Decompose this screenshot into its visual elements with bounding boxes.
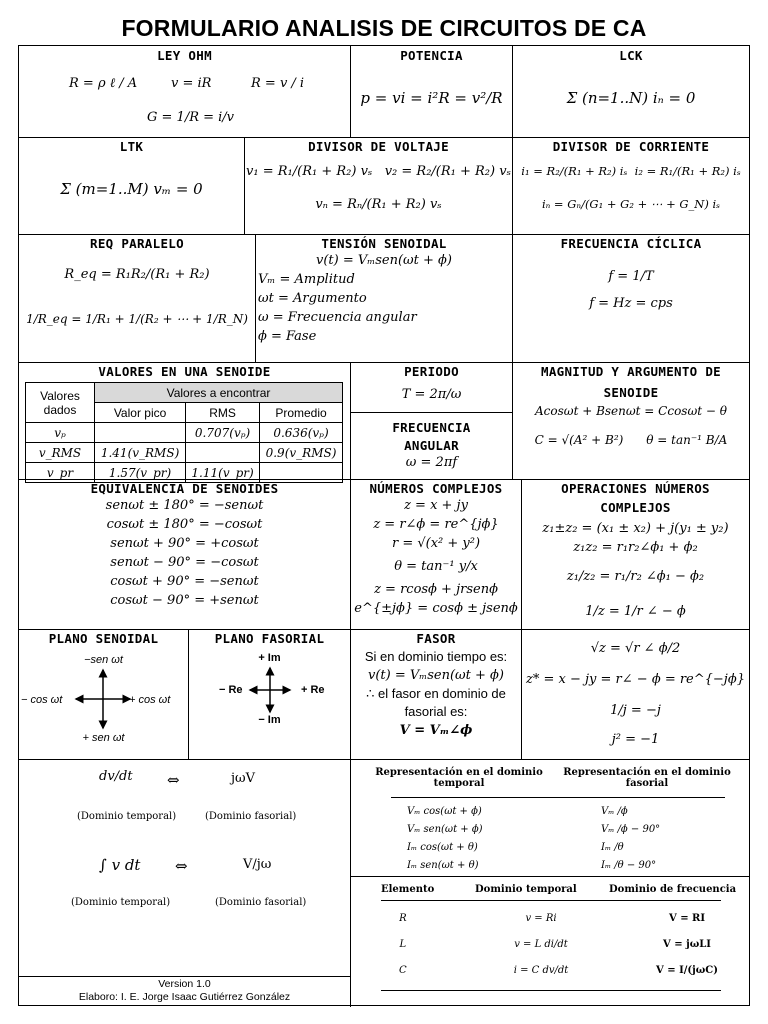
numeros-complejos-heading: NÚMEROS COMPLEJOS: [369, 481, 503, 496]
table-cell: i = C dv/dt: [513, 965, 569, 976]
operaciones-line: z₁±z₂ = (x₁ ± x₂) + j(y₁ ± y₂): [542, 521, 729, 536]
tension-senoidal-formula-4: ω = Frecuencia angular: [258, 310, 417, 325]
ltk-section: [19, 139, 244, 234]
tension-senoidal-formula-2: Vₘ = Amplitud: [258, 272, 355, 287]
lck-section: [513, 48, 749, 137]
lck-formula: Σ (n=1..N) iₙ = 0: [566, 89, 696, 107]
operaciones-line: j² = −1: [611, 732, 660, 747]
complejos-line: z = rcosϕ + jrsenϕ: [374, 582, 498, 597]
periodo-section: [351, 364, 512, 412]
complejos-line: z = x + jy: [404, 498, 468, 513]
plano-senoidal-heading: PLANO SENOIDAL: [48, 631, 159, 646]
formula-sheet: [18, 45, 750, 1006]
frecuencia-ciclica-heading: FRECUENCIA CÍCLICA: [560, 236, 702, 251]
complejos-line: z = r∠ϕ = re^{jϕ}: [373, 517, 499, 532]
ley-ohm-formula-3: R = v / i: [251, 76, 305, 91]
tension-senoidal-formula-5: ϕ = Fase: [258, 329, 317, 344]
elementos-divider-top: [381, 900, 721, 901]
divisor-corriente-section: [513, 139, 749, 234]
representacion-header-fasorial: Representación en el dominio fasorial: [563, 767, 731, 789]
table-cell: [260, 463, 343, 483]
operaciones-line: z₁z₂ = r₁r₂∠ϕ₁ + ϕ₂: [573, 540, 698, 555]
divisor-voltaje-formula-2: v₂ = R₂/(R₁ + R₂) vₛ: [384, 164, 511, 179]
table-cell: Vₘ cos(ωt + ϕ): [407, 806, 482, 817]
req-paralelo-formula-2: 1/R_eq = 1/R₁ + 1/(R₂ + ⋯ + 1/R_N): [26, 312, 248, 326]
operaciones-heading-2: COMPLEJOS: [600, 500, 671, 515]
divisor-corriente-formula-2: i₂ = R₁/(R₁ + R₂) iₛ: [634, 164, 741, 178]
frecuencia-ciclica-formula-2: f = Hz = cps: [589, 296, 673, 311]
valores-senoide-section: [19, 364, 350, 479]
derivada-fasorial: jωV: [231, 771, 256, 786]
divisor-voltaje-formula-1: v₁ = R₁/(R₁ + R₂) vₛ: [246, 164, 373, 179]
table-cell: v_RMS: [26, 443, 95, 463]
frecuencia-angular-section: [351, 420, 512, 478]
frecuencia-ciclica-formula-1: f = 1/T: [608, 269, 654, 284]
divisor-corriente-formula-1: i₁ = R₂/(R₁ + R₂) iₛ: [521, 164, 628, 178]
elementos-section: [351, 878, 749, 1006]
frecuencia-angular-heading-2: ANGULAR: [404, 438, 459, 453]
complejos-line: e^{±jϕ} = cosϕ ± jsenϕ: [354, 601, 518, 616]
table-cell: 0.9(v_RMS): [260, 443, 343, 463]
ley-ohm-formula-1: R = ρ ℓ / A: [69, 76, 138, 91]
representacion-divider: [391, 797, 725, 798]
col-valores-encontrar: Valores a encontrar: [95, 383, 343, 403]
table-cell: 0.636(vₚ): [260, 423, 343, 443]
table-cell: Iₘ /θ: [601, 842, 624, 853]
plano-senoidal-section: [19, 631, 188, 759]
table-cell: R: [399, 913, 407, 924]
operaciones-line: 1/j = −j: [610, 703, 661, 718]
frecuencia-angular-heading-1: FRECUENCIA: [392, 420, 471, 435]
footer: [19, 978, 350, 1006]
equivalencia-line: cosωt ± 180° = −cosωt: [106, 517, 263, 532]
table-cell: Iₘ cos(ωt + θ): [407, 842, 478, 853]
integral-temporal: ∫ v dt: [99, 856, 141, 874]
ltk-heading: LTK: [119, 139, 144, 154]
table-cell: vₚ: [26, 423, 95, 443]
elementos-divider-bottom: [381, 990, 721, 991]
integral-fasorial: V/jω: [243, 857, 272, 872]
plano-senoidal-left-label: − cos ωt: [21, 694, 63, 706]
plano-fasorial-left-label: − Re: [219, 684, 243, 696]
table-cell: 1.41(v_RMS): [95, 443, 186, 463]
table-cell: v = L di/dt: [514, 939, 568, 950]
ltk-formula: Σ (m=1..M) vₘ = 0: [60, 180, 203, 198]
table-cell: Iₘ sen(ωt + θ): [407, 860, 479, 871]
fasor-formula-1: v(t) = Vₘsen(ωt + ϕ): [368, 668, 504, 683]
derivada-caption-fasorial: (Dominio fasorial): [205, 811, 297, 822]
plano-senoidal-right-label: + cos ωt: [129, 694, 171, 706]
derivada-integral-section: [19, 761, 350, 976]
equivalencia-line: cosωt + 90° = −senωt: [110, 574, 259, 589]
table-cell: 0.707(vₚ): [186, 423, 260, 443]
plano-fasorial-section: [189, 631, 350, 759]
valores-senoide-table: [25, 382, 343, 483]
operaciones-heading-1: OPERACIONES NÚMEROS: [561, 481, 710, 496]
representacion-header-temporal: Representación en el dominio temporal: [375, 767, 543, 789]
plano-fasorial-heading: PLANO FASORIAL: [214, 631, 325, 646]
table-cell: Vₘ sen(ωt + ϕ): [407, 824, 483, 835]
equivalence-arrow-icon: ⇔: [167, 771, 180, 789]
fasor-text-2: ∴ el fasor en dominio de: [366, 686, 506, 701]
fasor-text-3: fasorial es:: [404, 704, 468, 719]
operaciones-complejos-section: [522, 481, 749, 759]
req-paralelo-heading: REQ PARALELO: [90, 236, 184, 251]
complejos-line: θ = tan⁻¹ y/x: [394, 559, 478, 574]
table-cell: Vₘ /ϕ − 90°: [601, 824, 661, 835]
periodo-formula: T = 2π/ω: [401, 387, 462, 402]
magnitud-argumento-heading-2: SENOIDE: [603, 385, 659, 400]
table-cell: [95, 423, 186, 443]
fasor-text-1: Si en dominio tiempo es:: [364, 649, 508, 664]
col-promedio: Promedio: [260, 403, 343, 423]
table-cell: Iₘ /θ − 90°: [601, 860, 657, 871]
col-valor-pico: Valor pico: [95, 403, 186, 423]
operaciones-line: √z = √r ∠ ϕ/2: [590, 641, 681, 656]
divisor-voltaje-formula-3: vₙ = Rₙ/(R₁ + R₂) vₛ: [315, 197, 442, 212]
plano-fasorial-bottom-label: − Im: [258, 714, 281, 726]
magnitud-argumento-formula-2: C = √(A² + B²): [534, 433, 624, 447]
table-cell: [186, 443, 260, 463]
equivalencia-line: senωt − 90° = −cosωt: [110, 555, 259, 570]
plano-senoidal-top-label: −sen ωt: [84, 654, 123, 666]
fasor-section: [351, 631, 521, 759]
lck-heading: LCK: [619, 48, 643, 63]
table-cell: V = I/(jωC): [656, 965, 718, 976]
magnitud-argumento-section: [513, 364, 749, 479]
equivalencia-heading: EQUIVALENCIA DE SENOIDES: [90, 481, 279, 496]
elementos-col-elemento: [399, 906, 407, 984]
tension-senoidal-formula-1: v(t) = Vₘsen(ωt + ϕ): [316, 253, 452, 268]
divisor-corriente-heading: DIVISOR DE CORRIENTE: [552, 139, 710, 154]
periodo-heading: PERIODO: [404, 364, 459, 379]
table-cell: 1.11(v_pr): [186, 463, 260, 483]
derivada-temporal: dv/dt: [99, 769, 133, 784]
page-title: FORMULARIO ANALISIS DE CIRCUITOS DE CA: [121, 15, 647, 41]
frecuencia-angular-formula: ω = 2πf: [405, 455, 458, 470]
numeros-complejos-section: [351, 481, 521, 629]
valores-senoide-heading: VALORES EN UNA SENOIDE: [98, 364, 271, 379]
elementos-header-elemento: Elemento: [381, 884, 435, 895]
equivalencia-section: [19, 481, 350, 629]
equivalencia-line: senωt + 90° = +cosωt: [110, 536, 259, 551]
integral-caption-fasorial: (Dominio fasorial): [215, 897, 307, 908]
elementos-col-temporal: [491, 906, 591, 984]
complejos-line: r = √(x² + y²): [391, 536, 481, 551]
integral-caption-temporal: (Dominio temporal): [71, 897, 171, 908]
operaciones-line: z₁/z₂ = r₁/r₂ ∠ϕ₁ − ϕ₂: [566, 569, 705, 584]
table-cell: L: [399, 939, 407, 950]
fasor-heading: FASOR: [416, 631, 456, 646]
ley-ohm-formula-4: G = 1/R = i/v: [147, 110, 235, 125]
plano-fasorial-top-label: + Im: [258, 652, 281, 664]
elementos-col-frecuencia: [637, 906, 737, 984]
author-text: Elaboro: I. E. Jorge Isaac Gutiérrez González: [78, 991, 291, 1003]
tension-senoidal-heading: TENSIÓN SENOIDAL: [321, 236, 447, 251]
req-paralelo-formula-1: R_eq = R₁R₂/(R₁ + R₂): [64, 267, 210, 282]
ley-ohm-heading: LEY OHM: [157, 48, 212, 63]
ley-ohm-section: [19, 48, 350, 137]
representacion-section: [351, 761, 749, 876]
divisor-corriente-formula-3: iₙ = Gₙ/(G₁ + G₂ + ⋯ + G_N) iₛ: [541, 197, 721, 211]
plano-senoidal-axes: [73, 667, 133, 731]
table-cell: V = jωLI: [663, 939, 711, 950]
elementos-header-frecuencia: Dominio de frecuencia: [609, 884, 737, 895]
table-cell: C: [399, 965, 407, 976]
plano-fasorial-axes: [247, 665, 293, 715]
req-paralelo-section: [19, 236, 255, 362]
equivalencia-line: cosωt − 90° = +senωt: [110, 593, 259, 608]
divisor-voltaje-section: [245, 139, 512, 234]
col-valores-dados: Valores dados: [26, 383, 95, 423]
potencia-section: [351, 48, 512, 137]
fasor-formula-2: V = Vₘ∠ϕ: [399, 723, 473, 738]
table-cell: 1.57(v_pr): [95, 463, 186, 483]
col-rms: RMS: [186, 403, 260, 423]
tension-senoidal-section: [256, 236, 512, 362]
frecuencia-ciclica-section: [513, 236, 749, 362]
potencia-formula: p = vi = i²R = v²/R: [360, 89, 503, 107]
equivalence-arrow-icon: ⇔: [175, 857, 188, 875]
plano-senoidal-bottom-label: + sen ωt: [82, 732, 125, 744]
table-cell: Vₘ /ϕ: [601, 806, 628, 817]
operaciones-line: z* = x − jy = r∠ − ϕ = re^{−jϕ}: [526, 672, 745, 687]
magnitud-argumento-formula-1: Acosωt + Bsenωt = Ccosωt − θ: [535, 404, 727, 418]
potencia-heading: POTENCIA: [400, 48, 463, 63]
operaciones-line: 1/z = 1/r ∠ − ϕ: [585, 604, 686, 619]
tension-senoidal-formula-3: ωt = Argumento: [258, 291, 367, 306]
table-cell: v = Ri: [525, 913, 557, 924]
version-text: Version 1.0: [158, 978, 211, 990]
magnitud-argumento-heading-1: MAGNITUD Y ARGUMENTO DE: [541, 364, 721, 379]
divisor-voltaje-heading: DIVISOR DE VOLTAJE: [308, 139, 449, 154]
table-cell: V = RI: [668, 913, 706, 924]
plano-fasorial-right-label: + Re: [301, 684, 325, 696]
ley-ohm-formula-2: v = iR: [171, 76, 212, 91]
equivalencia-line: senωt ± 180° = −senωt: [105, 498, 264, 513]
derivada-caption-temporal: (Dominio temporal): [77, 811, 177, 822]
table-cell: v_pr: [26, 463, 95, 483]
elementos-header-temporal: Dominio temporal: [475, 884, 577, 895]
magnitud-argumento-formula-3: θ = tan⁻¹ B/A: [646, 433, 728, 447]
